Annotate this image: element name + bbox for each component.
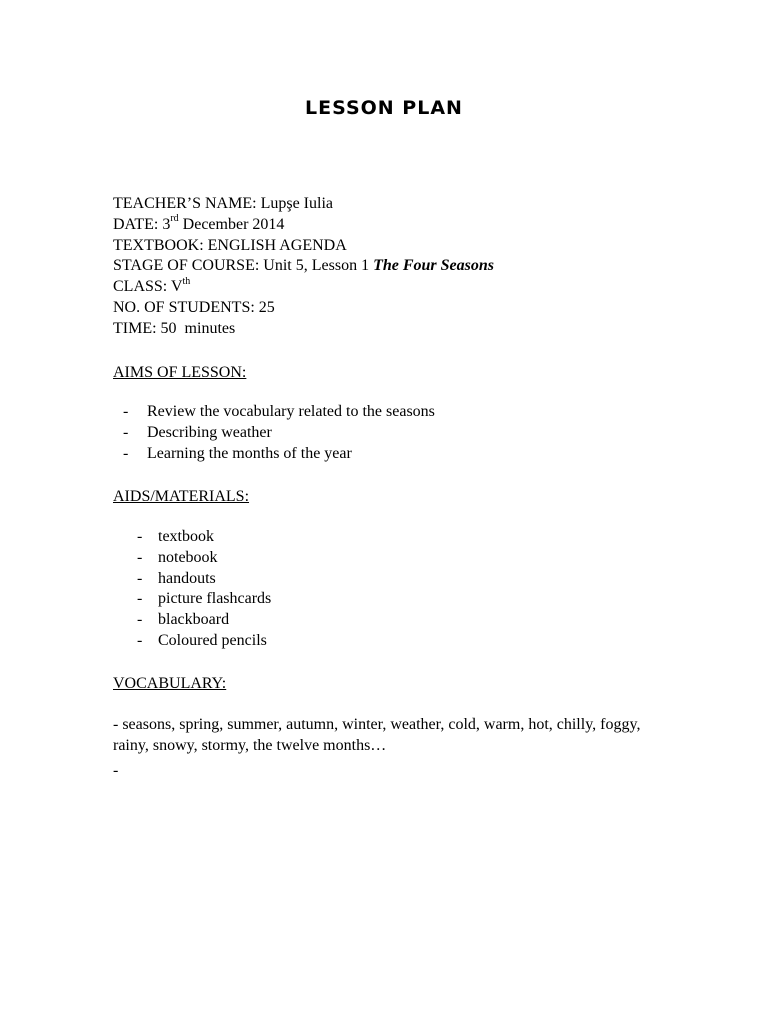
textbook-value: ENGLISH AGENDA bbox=[207, 236, 347, 254]
stage-row bbox=[113, 256, 494, 277]
vocabulary-heading: VOCABULARY: bbox=[113, 675, 227, 692]
students-value: 25 bbox=[258, 298, 275, 316]
time-row bbox=[113, 319, 494, 340]
stage-label: STAGE OF COURSE: bbox=[113, 257, 260, 275]
lesson-info-block bbox=[113, 194, 494, 340]
stage-title: The Four Seasons bbox=[373, 257, 494, 275]
list-bullet: - bbox=[137, 611, 143, 629]
list-item-text: Coloured pencils bbox=[158, 631, 267, 649]
students-row bbox=[113, 298, 494, 319]
list-bullet: - bbox=[123, 444, 129, 462]
students-label: NO. OF STUDENTS: bbox=[113, 298, 255, 316]
list-item-text: notebook bbox=[158, 548, 218, 566]
list-bullet: - bbox=[137, 569, 143, 587]
list-item-text: blackboard bbox=[158, 611, 230, 629]
class-ordinal: th bbox=[182, 275, 191, 287]
materials-heading: AIDS/MATERIALS: bbox=[113, 488, 250, 505]
list-bullet: - bbox=[137, 548, 143, 566]
date-row bbox=[113, 215, 494, 236]
list-bullet: - bbox=[137, 590, 143, 608]
teacher-row bbox=[113, 194, 494, 215]
list-item-text: Describing weather bbox=[147, 423, 272, 441]
list-item-text: textbook bbox=[158, 528, 214, 545]
page-title: LESSON PLAN bbox=[305, 97, 463, 119]
time-value: 50 minutes bbox=[160, 319, 236, 337]
list-bullet: - bbox=[123, 423, 129, 441]
list-bullet: - bbox=[137, 528, 143, 545]
list-bullet: - bbox=[123, 403, 129, 420]
time-label: TIME: bbox=[113, 319, 157, 337]
list-bullet: - bbox=[137, 631, 143, 649]
class-value: V bbox=[170, 278, 183, 296]
stage-value: Unit 5, Lesson 1 bbox=[263, 257, 370, 275]
aims-heading: AIMS OF LESSON: bbox=[113, 364, 247, 381]
date-ordinal: rd bbox=[170, 213, 179, 225]
vocabulary-text: - seasons, spring, summer, autumn, winter, weather, cold, warm, hot, chilly, foggy, rainy, snowy, stormy, the twelve months… bbox=[113, 716, 641, 754]
teacher-label: TEACHER’S NAME: bbox=[113, 195, 257, 212]
list-item-text: picture flashcards bbox=[158, 590, 272, 608]
date-rest: December 2014 bbox=[182, 215, 285, 233]
trailing-dash: - bbox=[113, 762, 119, 779]
textbook-label: TEXTBOOK: bbox=[113, 236, 204, 254]
list-item-text: Review the vocabulary related to the seasons bbox=[147, 403, 435, 420]
date-label: DATE: bbox=[113, 215, 159, 233]
list-item-text: Learning the months of the year bbox=[147, 444, 352, 462]
teacher-value: Lupşe Iulia bbox=[260, 195, 333, 212]
class-row bbox=[113, 277, 494, 298]
list-item-text: handouts bbox=[158, 569, 216, 587]
date-day: 3 bbox=[162, 215, 171, 233]
class-label: CLASS: bbox=[113, 278, 168, 296]
textbook-row bbox=[113, 236, 494, 257]
